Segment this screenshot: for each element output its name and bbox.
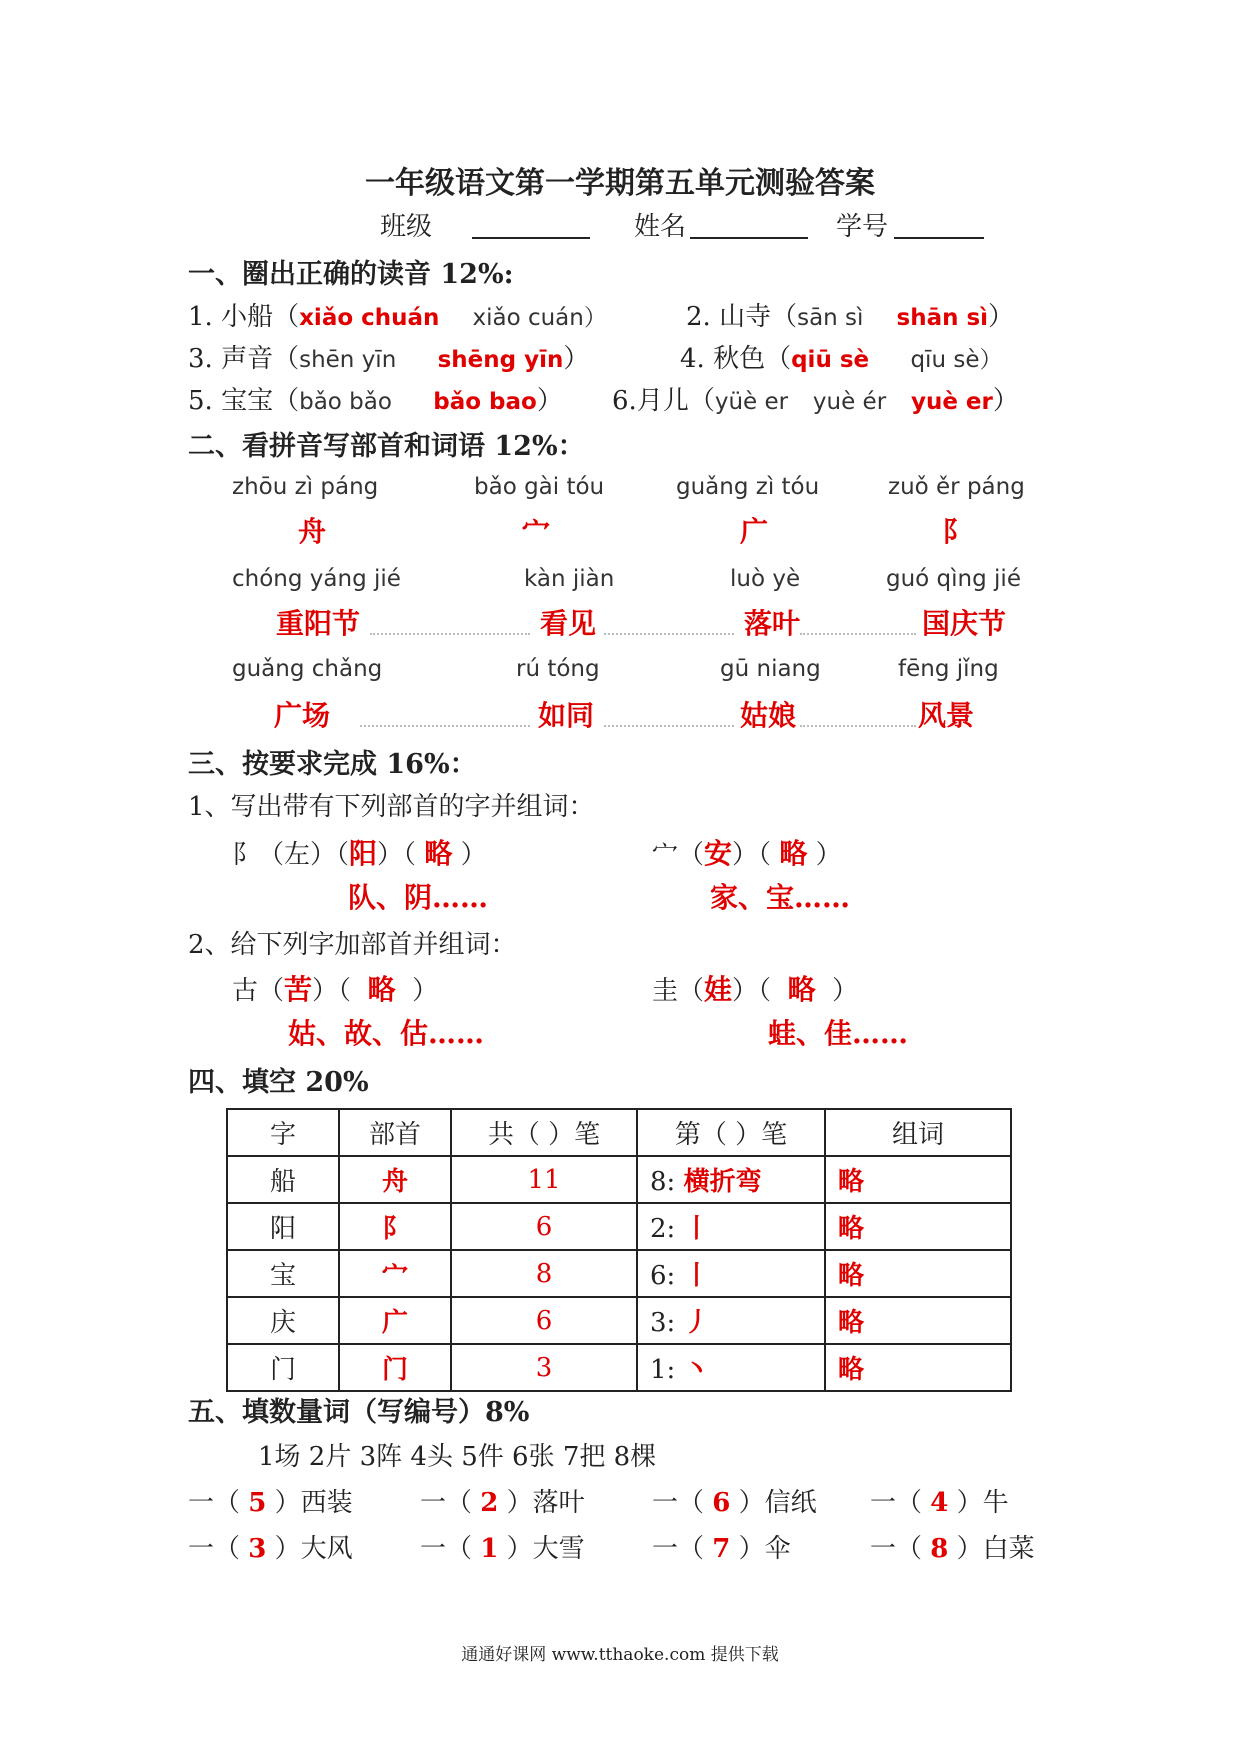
s2-radical-py-2: bǎo gài tóu (474, 474, 605, 500)
cell-word: 略 (825, 1250, 1011, 1297)
cell-stroke: 8: 横折弯 (637, 1156, 825, 1203)
cell-radical: 舟 (339, 1156, 451, 1203)
s2-word2-ans-3: 姑娘 (740, 699, 797, 732)
cell-word: 略 (825, 1156, 1011, 1203)
cell-total: 6 (451, 1297, 637, 1344)
dotted-line (800, 724, 916, 727)
id-blank (894, 236, 984, 239)
s2-word1-py-3: luò yè (730, 566, 801, 592)
s2-radical-ans-1: 舟 (298, 515, 327, 548)
dotted-line (800, 632, 916, 635)
s2-word1-ans-1: 重阳节 (276, 607, 361, 640)
s2-word1-ans-3: 落叶 (744, 607, 801, 640)
table-header: 字 (227, 1109, 339, 1156)
s2-word2-py-3: gū niang (720, 656, 821, 682)
footer-source: 通通好课网 www.tthaoke.com 提供下载 (461, 1645, 779, 1665)
s1-item-6: 6.月儿（yüè er yuè ér yuè er） (612, 386, 1019, 416)
table-row (227, 1203, 1011, 1250)
s1-item-4: 4. 秋色（qiū sè qīu sè） (680, 344, 1003, 374)
id-label: 学号 (836, 212, 889, 242)
section-4-heading: 四、填空 20% (188, 1067, 369, 1098)
s3-question-1: 1、写出带有下列部首的字并组词： (188, 792, 595, 822)
cell-stroke: 6: 丨 (637, 1250, 825, 1297)
cell-char: 阳 (227, 1203, 339, 1250)
s5-line2-item-2: 一（ 1 ）大雪 (420, 1534, 585, 1564)
s2-word2-ans-4: 风景 (918, 699, 975, 732)
s2-word2-py-2: rú tóng (516, 656, 600, 682)
s2-radical-ans-2: 宀 (522, 515, 551, 548)
s2-word1-py-4: guó qìng jié (886, 566, 1021, 592)
name-blank (690, 236, 808, 239)
s5-line1-item-4: 一（ 4 ）牛 (870, 1488, 1009, 1518)
s3-q1a: 阝（左）（阳）（ 略 ） (232, 837, 487, 870)
s2-radical-py-4: zuǒ ěr páng (888, 474, 1025, 500)
table-row (227, 1297, 1011, 1344)
cell-char: 船 (227, 1156, 339, 1203)
s5-line2-item-4: 一（ 8 ）白菜 (870, 1534, 1035, 1564)
dotted-line (370, 632, 530, 635)
s2-word1-py-2: kàn jiàn (524, 566, 615, 592)
cell-stroke: 2: 丨 (637, 1203, 825, 1250)
section-5-heading: 五、填数量词（写编号）8% (188, 1397, 530, 1428)
table-header: 共（ ）笔 (451, 1109, 637, 1156)
s3-q2a-extra: 姑、故、估…… (288, 1017, 485, 1050)
cell-stroke: 1: 丶 (637, 1344, 825, 1391)
s2-radical-py-3: guǎng zì tóu (676, 474, 820, 500)
s5-line2-item-3: 一（ 7 ）伞 (652, 1534, 791, 1564)
cell-radical: 广 (339, 1297, 451, 1344)
s5-line2-item-1: 一（ 3 ）大风 (188, 1534, 353, 1564)
table-row (227, 1344, 1011, 1391)
cell-char: 门 (227, 1344, 339, 1391)
s2-radical-py-1: zhōu zì páng (232, 474, 379, 500)
s2-word1-ans-2: 看见 (540, 607, 597, 640)
table-row (227, 1250, 1011, 1297)
s2-word2-ans-1: 广场 (274, 699, 331, 732)
table-header-row (227, 1109, 1011, 1156)
s5-line1-item-1: 一（ 5 ）西装 (188, 1488, 353, 1518)
s3-q2b: 圭（娃）（ 略 ） (652, 973, 859, 1006)
dotted-line (604, 724, 734, 727)
name-label: 姓名 (634, 212, 687, 242)
s2-word2-py-1: guǎng chǎng (232, 656, 383, 682)
s5-line1-item-2: 一（ 2 ）落叶 (420, 1488, 585, 1518)
s3-q1b: 宀（安）（ 略 ） (652, 837, 842, 870)
s2-radical-ans-3: 广 (740, 515, 769, 548)
cell-radical: 门 (339, 1344, 451, 1391)
s1-item-5: 5. 宝宝（bǎo bǎo bǎo bao） (188, 386, 563, 416)
cell-stroke: 3: 丿 (637, 1297, 825, 1344)
cell-char: 庆 (227, 1297, 339, 1344)
stroke-table (226, 1108, 1012, 1392)
cell-word: 略 (825, 1297, 1011, 1344)
s3-question-2: 2、给下列字加部首并组词： (188, 930, 517, 960)
s2-word1-py-1: chóng yáng jié (232, 566, 401, 592)
cell-total: 6 (451, 1203, 637, 1250)
table-row (227, 1156, 1011, 1203)
s2-word2-ans-2: 如同 (538, 699, 595, 732)
cell-char: 宝 (227, 1250, 339, 1297)
cell-word: 略 (825, 1344, 1011, 1391)
s2-radical-ans-4: 阝 (942, 515, 971, 548)
cell-total: 11 (451, 1156, 637, 1203)
s3-q2b-extra: 蛙、佳…… (768, 1017, 909, 1050)
cell-word: 略 (825, 1203, 1011, 1250)
s1-item-2: 2. 山寺（sān sì shān sì） (686, 302, 1015, 332)
s1-item-1: 1. 小船（xiǎo chuán xiǎo cuán） (188, 302, 607, 332)
s2-word1-ans-4: 国庆节 (922, 607, 1007, 640)
s1-item-3: 3. 声音（shēn yīn shēng yīn） (188, 344, 590, 374)
table-header: 第（ ）笔 (637, 1109, 825, 1156)
cell-radical: 阝 (339, 1203, 451, 1250)
s5-line1-item-3: 一（ 6 ）信纸 (652, 1488, 817, 1518)
section-3-heading: 三、按要求完成 16%： (188, 749, 477, 780)
s3-q1a-extra: 队、阴…… (348, 881, 489, 914)
table-header: 组词 (825, 1109, 1011, 1156)
class-blank (472, 236, 590, 239)
s5-options: 1场 2片 3阵 4头 5件 6张 7把 8棵 (258, 1442, 657, 1472)
dotted-line (604, 632, 734, 635)
section-2-heading: 二、看拼音写部首和词语 12%： (188, 431, 585, 462)
s3-q1b-extra: 家、宝…… (710, 881, 851, 914)
s2-word2-py-4: fēng jǐng (898, 656, 999, 682)
table-header: 部首 (339, 1109, 451, 1156)
cell-radical: 宀 (339, 1250, 451, 1297)
class-label: 班级 (380, 212, 433, 242)
dotted-line (360, 724, 530, 727)
section-1-heading: 一、圈出正确的读音 12%: (188, 259, 514, 290)
cell-total: 8 (451, 1250, 637, 1297)
s3-q2a: 古（苦）（ 略 ） (232, 973, 439, 1006)
page-title: 一年级语文第一学期第五单元测验答案 (365, 166, 875, 201)
cell-total: 3 (451, 1344, 637, 1391)
